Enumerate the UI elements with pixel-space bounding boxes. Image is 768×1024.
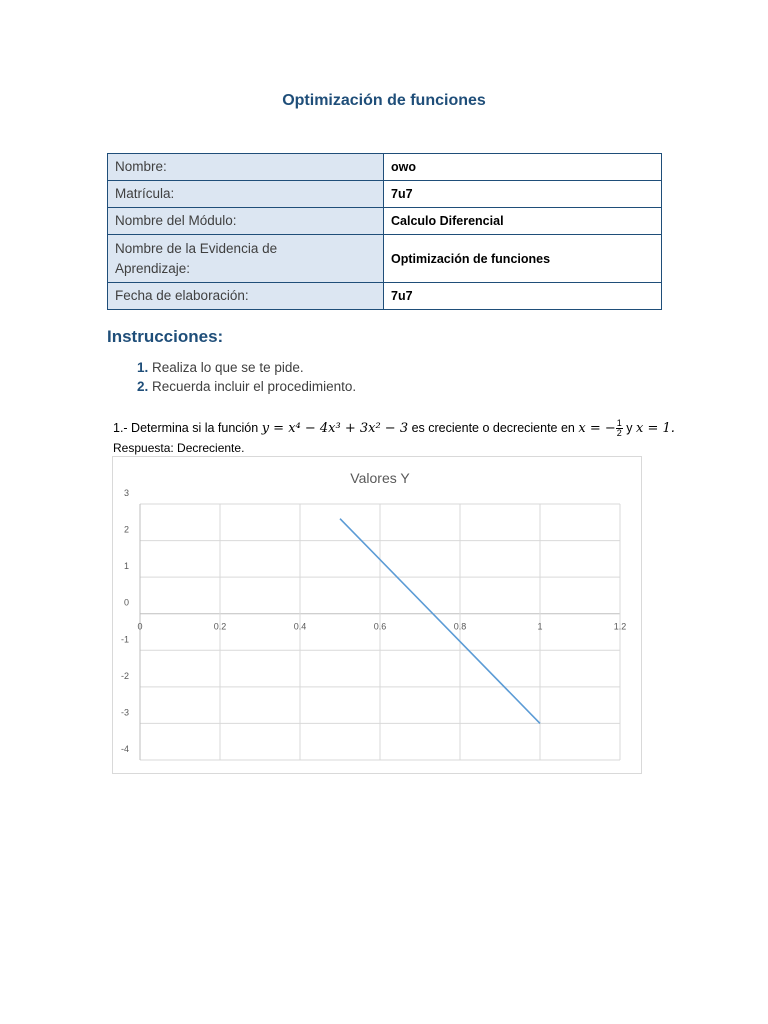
info-table	[107, 153, 662, 310]
row-label-evidencia-line1: Nombre de la Evidencia de	[115, 240, 278, 256]
table-row	[108, 181, 662, 208]
y-tick-label: 0	[123, 597, 129, 608]
row-label-modulo: Nombre del Módulo:	[108, 208, 384, 235]
x-tick-label: 1	[537, 621, 543, 632]
list-item: 2. Recuerda incluir el procedimiento.	[152, 377, 356, 396]
table-row	[108, 208, 662, 235]
row-value-matricula: 7u7	[384, 181, 662, 208]
instructions-heading: Instrucciones:	[107, 327, 224, 346]
question-x-value-1: x = −	[578, 420, 616, 436]
fraction	[616, 419, 623, 438]
x-tick-label: 0.6	[373, 621, 387, 632]
list-item: 1. Realiza lo que se te pide.	[152, 358, 356, 377]
instructions-list	[107, 358, 356, 396]
y-tick-label: 2	[123, 524, 129, 535]
question-x-value-2: x = 1.	[636, 420, 675, 436]
table-row	[108, 235, 662, 283]
row-label-nombre: Nombre:	[108, 154, 384, 181]
y-tick-label: -1	[120, 634, 129, 645]
x-tick-label: 0.8	[453, 621, 467, 632]
page-title: Optimización de funciones	[282, 92, 486, 109]
question-text	[113, 419, 673, 438]
fraction-denominator: 2	[616, 428, 622, 438]
question-equation: y = x⁴ − 4x³ + 3x² − 3	[261, 420, 409, 436]
row-label-fecha: Fecha de elaboración:	[108, 283, 384, 310]
row-value-nombre: owo	[384, 154, 662, 181]
y-tick-label: 3	[123, 488, 129, 498]
y-tick-label: 1	[123, 561, 129, 572]
chart-container	[112, 456, 642, 774]
question-middle: es creciente o decreciente en	[411, 420, 575, 435]
x-tick-label: 0.2	[213, 621, 227, 632]
series-line	[340, 519, 543, 724]
row-value-fecha: 7u7	[384, 283, 662, 310]
question-conjunction: y	[626, 420, 633, 435]
x-tick-label: 0.4	[293, 621, 307, 632]
fraction-numerator: 1	[616, 418, 622, 428]
y-tick-label: -3	[120, 707, 129, 718]
answer-text: Respuesta: Decreciente.	[113, 441, 245, 455]
question-prefix: 1.- Determina si la función	[113, 420, 259, 435]
row-value-evidencia: Optimización de funciones	[384, 235, 662, 283]
y-tick-label: -4	[120, 744, 129, 754]
row-label-matricula: Matrícula:	[108, 181, 384, 208]
line-chart	[113, 457, 641, 773]
x-tick-label: 0	[137, 621, 143, 632]
row-value-modulo: Calculo Diferencial	[384, 208, 662, 235]
row-label-evidencia-line2: Aprendizaje:	[115, 260, 191, 276]
row-label-evidencia	[108, 235, 384, 283]
y-tick-label: -2	[120, 670, 129, 681]
table-row	[108, 283, 662, 310]
x-tick-label: 1.2	[613, 621, 627, 632]
table-row	[108, 154, 662, 181]
chart-title: Valores Y	[350, 470, 410, 486]
